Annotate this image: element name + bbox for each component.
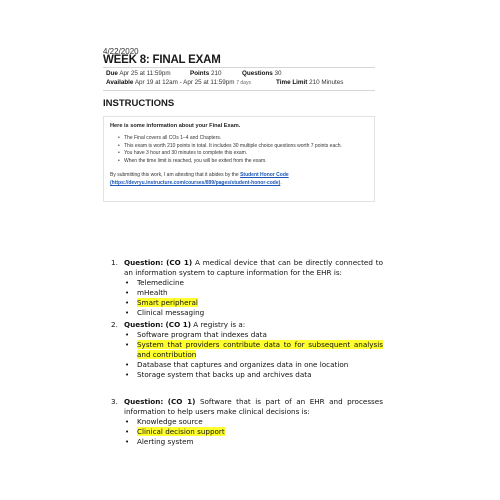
option-text: Clinical messaging — [137, 308, 205, 317]
answer-options — [111, 417, 383, 447]
available-days: 7 days — [236, 80, 251, 86]
highlighted-answer: Clinical decision support — [137, 427, 225, 436]
honor-code-url[interactable]: (https://devryu.instructure.com/courses/899/pages/student-honor-code) — [110, 180, 281, 186]
list-item: • The Final covers all COs 1–4 and Chapters. — [118, 135, 342, 143]
questions-label: Questions — [242, 70, 273, 77]
answer-option — [124, 417, 383, 427]
print-date: 4/22/2020 — [103, 47, 139, 56]
answer-option — [124, 360, 383, 370]
title-divider — [103, 67, 375, 68]
question-body: A registry is a: — [193, 320, 246, 329]
option-text: Storage system that backs up and archives data — [137, 370, 312, 379]
answer-option — [124, 370, 383, 380]
question-co: (CO 1) — [165, 320, 191, 329]
attestation-end: . — [280, 180, 282, 186]
points-label: Points — [190, 70, 210, 77]
points-row — [190, 70, 222, 77]
available-row — [106, 79, 251, 86]
available-value: Apr 19 at 12am - Apr 25 at 11:59pm — [134, 79, 235, 86]
list-item: • This exam is worth 210 points in total. It includes 30 multiple choice questions worth 7 points each. — [118, 143, 342, 151]
question-co: (CO 1) — [166, 258, 193, 267]
list-item: • When the time limit is reached, you will be exited from the exam. — [118, 158, 342, 166]
time-limit-value: 210 Minutes — [309, 79, 344, 86]
due-value: Apr 25 at 11:59pm — [119, 70, 171, 77]
answer-options — [111, 330, 383, 380]
instructions-heading: INSTRUCTIONS — [103, 98, 175, 109]
question-body: A medical device that can be directly connected to an information system to capture information for the EHR is: — [124, 258, 383, 277]
questions-value: 30 — [274, 70, 282, 77]
page-title: WEEK 8: FINAL EXAM — [103, 54, 221, 66]
questions-row — [242, 70, 282, 77]
question-label: Question: — [124, 397, 164, 406]
question-number: 1. — [111, 258, 118, 267]
due-label: Due — [106, 70, 118, 77]
answer-option — [124, 308, 383, 318]
question-label: Question: — [124, 258, 164, 267]
points-value: 210 — [211, 70, 222, 77]
option-text: Alerting system — [137, 437, 194, 446]
instructions-box — [103, 116, 375, 202]
answer-option-correct — [124, 340, 383, 360]
question-2 — [111, 320, 383, 380]
question-text — [124, 258, 383, 278]
time-limit-row — [276, 79, 343, 86]
answer-options — [111, 278, 383, 318]
due-row — [106, 70, 171, 77]
option-text: Software program that indexes data — [137, 330, 267, 339]
question-co: (CO 1) — [167, 397, 196, 406]
available-label: Available — [106, 79, 134, 86]
question-3 — [111, 397, 383, 447]
attestation-text: By submitting this work, I am attesting that it abides by the — [110, 172, 239, 178]
question-text — [124, 320, 383, 330]
list-item: • You have 3 hour and 30 minutes to complete this exam. — [118, 150, 342, 158]
question-text — [124, 397, 383, 417]
answer-option-correct — [124, 427, 383, 437]
option-text: Telemedicine — [137, 278, 184, 287]
answer-option — [124, 288, 383, 298]
instructions-list — [118, 135, 342, 165]
question-number: 3. — [111, 397, 118, 406]
time-limit-label: Time Limit — [276, 79, 308, 86]
answer-option — [124, 437, 383, 447]
highlighted-answer: Smart peripheral — [137, 298, 198, 307]
attestation — [110, 171, 289, 187]
option-text: mHealth — [137, 288, 168, 297]
highlighted-answer: System that providers contribute data to for subsequent analysis and contribution — [137, 340, 383, 359]
meta-divider — [103, 90, 375, 91]
option-text: Knowledge source — [137, 417, 203, 426]
answer-option — [124, 278, 383, 288]
answer-option — [124, 330, 383, 340]
option-text: Database that captures and organizes data in one location — [137, 360, 349, 369]
instructions-intro: Here is some information about your Final Exam. — [110, 123, 241, 129]
question-1 — [111, 258, 383, 318]
honor-code-link[interactable]: Student Honor Code — [240, 172, 289, 178]
question-body: Software that is part of an EHR and processes information to help users make clinical decisions is: — [124, 397, 383, 416]
question-label: Question: — [124, 320, 164, 329]
question-number: 2. — [111, 320, 118, 329]
answer-option-correct — [124, 298, 383, 308]
